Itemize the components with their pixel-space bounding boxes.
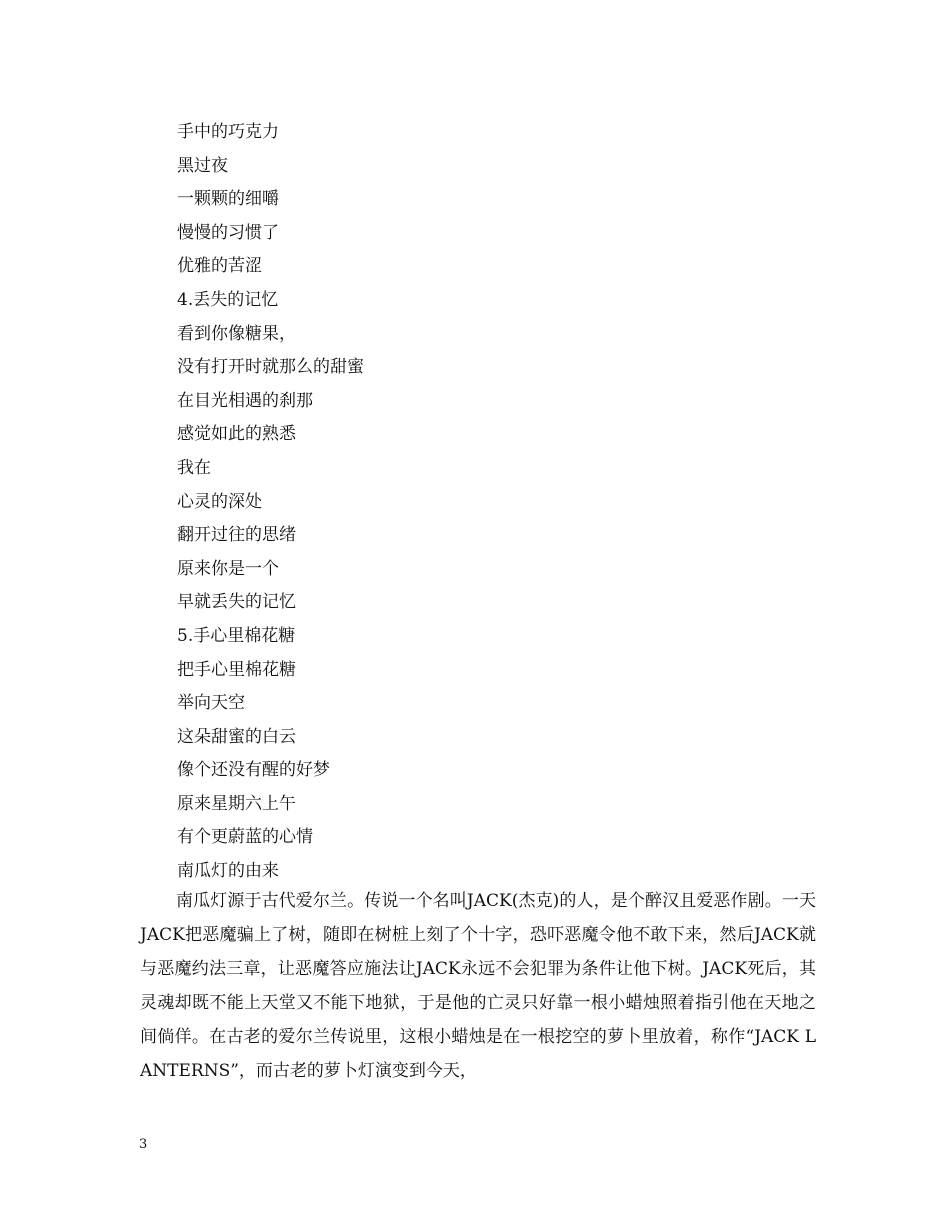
text-line: 像个还没有醒的好梦 — [177, 760, 330, 781]
text-line: 4.丢失的记忆 — [177, 289, 279, 310]
text-line: 5.手心里棉花糖 — [177, 625, 296, 646]
text-line: 没有打开时就那么的甜蜜 — [177, 357, 364, 378]
text-line: 有个更蔚蓝的心情 — [177, 827, 313, 848]
page-number: 3 — [139, 1137, 148, 1152]
body-paragraph: 南瓜灯源于古代爱尔兰。传说一个名叫JACK(杰克)的人，是个醉汉且爱恶作剧。一天JACK把恶魔骗上了树，随即在树桩上刻了个十字，恐吓恶魔令他不敢下来，然后JACK就与恶魔约法三章，让恶魔答应施法让JACK永远不会犯罪为条件让他下树。JACK死后，其灵魂却既不能上天堂又不能下地狱，于是他的亡灵只好靠一根小蜡烛照着指引他在天地之间倘佯。在古老的爱尔兰传说里，这根小蜡烛是在一根挖空的萝卜里放着，称作“JACK LANTERNS”，而古老的萝卜灯演变到今天， — [140, 891, 816, 1081]
text-line: 黑过夜 — [177, 155, 228, 176]
text-line: 原来你是一个 — [177, 558, 279, 579]
poem-lines — [177, 116, 817, 889]
text-line: 优雅的苦涩 — [177, 256, 262, 277]
text-line: 我在 — [177, 457, 211, 478]
text-line: 心灵的深处 — [177, 491, 262, 512]
text-line: 南瓜灯的由来 — [177, 861, 279, 882]
text-line: 翻开过往的思绪 — [177, 525, 296, 546]
text-line: 原来星期六上午 — [177, 793, 296, 814]
text-line: 一颗颗的细嚼 — [177, 189, 279, 210]
text-line: 看到你像糖果， — [177, 323, 296, 344]
text-line: 把手心里棉花糖 — [177, 659, 296, 680]
text-line: 手中的巧克力 — [177, 122, 279, 142]
text-line: 早就丢失的记忆 — [177, 592, 296, 613]
text-line: 举向天空 — [177, 693, 245, 714]
text-line: 在目光相遇的刹那 — [177, 390, 313, 411]
text-line: 这朵甜蜜的白云 — [177, 726, 296, 747]
text-line: 慢慢的习惯了 — [177, 222, 279, 243]
text-line: 感觉如此的熟悉 — [177, 424, 296, 445]
